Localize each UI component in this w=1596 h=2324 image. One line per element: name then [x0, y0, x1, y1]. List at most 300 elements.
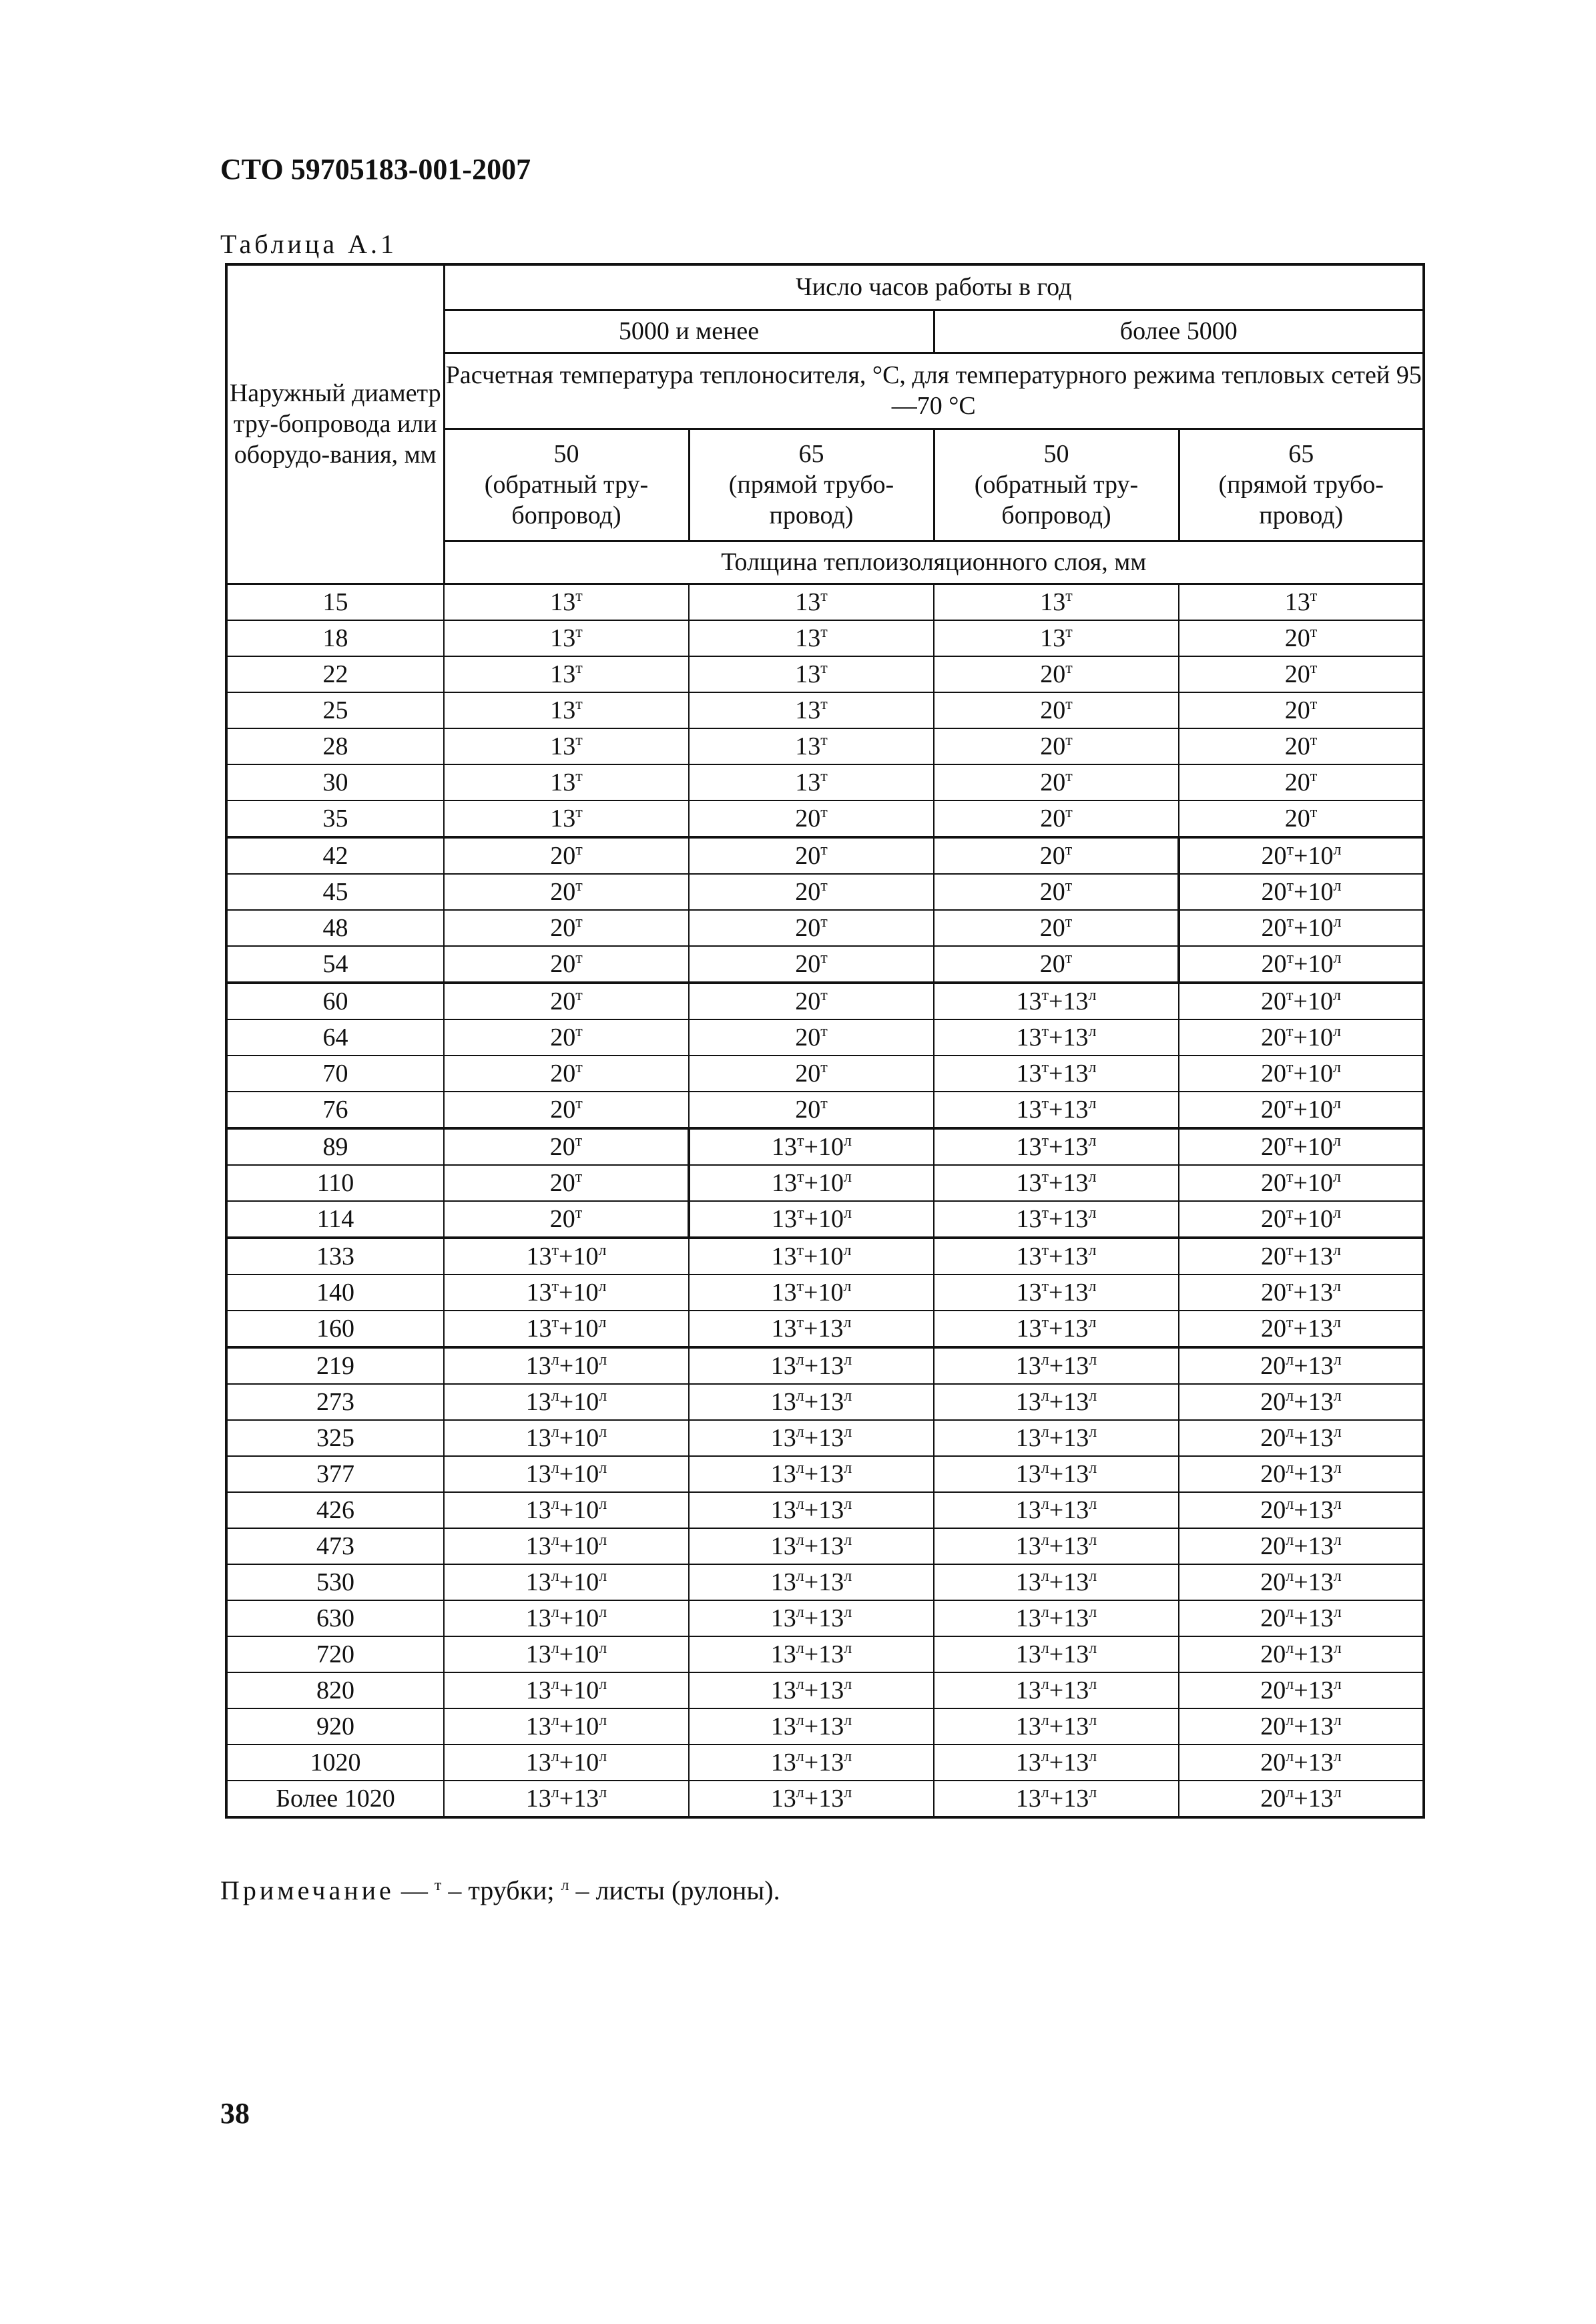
thickness-cell [934, 837, 1179, 874]
thickness-cell [1179, 692, 1424, 728]
thickness-value: $20^т$ [795, 986, 828, 1015]
diameter-cell: 325 [226, 1420, 444, 1456]
thickness-cell [689, 1528, 934, 1564]
thickness-cell [444, 620, 689, 656]
thickness-cell [444, 800, 689, 837]
diameter-cell: 426 [226, 1492, 444, 1528]
table-row [226, 728, 1424, 764]
thickness-value: $13^т$ [550, 695, 583, 724]
table-row [226, 837, 1424, 874]
thickness-value: $13^л+10^л$ [525, 1423, 607, 1452]
thickness-value: $20^т$ [1284, 695, 1318, 724]
thickness-cell [689, 1056, 934, 1092]
thickness-cell [689, 1347, 934, 1384]
table-row [226, 1708, 1424, 1745]
table-row [226, 620, 1424, 656]
thickness-cell [934, 656, 1179, 692]
thickness-cell [1179, 946, 1424, 983]
thickness-cell [934, 584, 1179, 620]
thickness-value: $13^л+13^л$ [1015, 1495, 1097, 1524]
table-row [226, 1347, 1424, 1384]
thickness-value: $13^т+13^л$ [1016, 1094, 1097, 1124]
thickness-cell [934, 692, 1179, 728]
table-row [226, 584, 1424, 620]
thickness-cell [934, 1238, 1179, 1274]
thickness-cell [444, 764, 689, 800]
thickness-value: $20^т$ [1284, 731, 1318, 760]
thickness-value: $20^т$ [795, 1058, 828, 1088]
thickness-value: $20^т$ [1040, 767, 1073, 796]
thickness-value: $13^л+13^л$ [1015, 1423, 1097, 1452]
thickness-value: $13^т+10^л$ [526, 1277, 607, 1307]
table-row [226, 1636, 1424, 1672]
thickness-cell [934, 1165, 1179, 1201]
diameter-cell: 160 [226, 1311, 444, 1347]
diameter-cell: 76 [226, 1092, 444, 1128]
thickness-value: $20^т$ [795, 1022, 828, 1052]
temperature-column-header [934, 429, 1179, 541]
thickness-cell [934, 1672, 1179, 1708]
thickness-cell [444, 910, 689, 946]
document-code: СТО 59705183-001-2007 [220, 153, 531, 186]
thickness-value: $13^л+10^л$ [525, 1459, 607, 1488]
note-sup-l: л [561, 1877, 569, 1894]
thickness-value: $13^т$ [550, 659, 583, 688]
thickness-value: $13^л+13^л$ [770, 1603, 852, 1632]
thickness-value: $13^л+13^л$ [1015, 1351, 1097, 1380]
thickness-value: $20^л+13^л$ [1260, 1423, 1342, 1452]
thickness-value: $13^т+13^л$ [1016, 1058, 1097, 1088]
thickness-value: $20^т$ [550, 986, 583, 1015]
table-row [226, 1128, 1424, 1165]
thickness-value: $20^л+13^л$ [1260, 1783, 1342, 1813]
thickness-cell [689, 728, 934, 764]
table-row [226, 1600, 1424, 1636]
thickness-cell [934, 1019, 1179, 1056]
table-caption: Таблица А.1 [220, 229, 397, 259]
thickness-cell [444, 728, 689, 764]
thickness-value: $13^л+10^л$ [525, 1711, 607, 1740]
thickness-value: $20^т+10^л$ [1261, 1094, 1341, 1124]
temperature-column-header [444, 429, 689, 541]
thickness-value: $13^л+13^л$ [770, 1495, 852, 1524]
thickness-cell [1179, 1347, 1424, 1384]
thickness-value: $20^т$ [795, 803, 828, 833]
thickness-value: $20^л+13^л$ [1260, 1351, 1342, 1380]
thickness-value: $20^т$ [1039, 841, 1073, 870]
thickness-value: $20^т$ [1284, 659, 1318, 688]
thickness-value: $13^т+13^л$ [1016, 986, 1097, 1015]
table-row [226, 1384, 1424, 1420]
thickness-value: $20^т$ [549, 1132, 583, 1161]
thickness-value: $20^т+10^л$ [1261, 986, 1341, 1015]
thickness-value: $20^т$ [1284, 623, 1318, 652]
diameter-cell: 60 [226, 983, 444, 1019]
thickness-cell [689, 1456, 934, 1492]
thickness-value: $20^т+13^л$ [1261, 1277, 1341, 1307]
thickness-cell [689, 1274, 934, 1311]
thickness-cell [1179, 1745, 1424, 1781]
thickness-cell [689, 584, 934, 620]
thickness-cell [934, 983, 1179, 1019]
temperature-column-header [689, 429, 934, 541]
thickness-cell [1179, 1456, 1424, 1492]
thickness-cell [444, 1056, 689, 1092]
thickness-value: $13^л+13^л$ [770, 1387, 852, 1416]
diameter-cell: 15 [226, 584, 444, 620]
thickness-value: $20^л+13^л$ [1260, 1387, 1342, 1416]
diameter-cell: 54 [226, 946, 444, 983]
thickness-cell [1179, 1238, 1424, 1274]
table-row [226, 1745, 1424, 1781]
thickness-value: $20^т+10^л$ [1261, 877, 1342, 906]
thickness-value: $13^л+13^л$ [770, 1639, 852, 1668]
thickness-value: $13^л+13^л$ [1015, 1531, 1097, 1560]
temperature-value: 65 [798, 440, 824, 468]
thickness-cell [1179, 1528, 1424, 1564]
thickness-value: $13^л+13^л$ [770, 1747, 852, 1777]
note-sup-t: т [434, 1877, 442, 1894]
diameter-cell: 42 [226, 837, 444, 874]
thickness-cell [444, 1564, 689, 1600]
thickness-value: $13^т$ [795, 731, 828, 760]
thickness-value: $20^т+10^л$ [1261, 1204, 1341, 1233]
thickness-cell [689, 1564, 934, 1600]
thickness-value: $13^л+13^л$ [770, 1711, 852, 1740]
thickness-cell [1179, 1420, 1424, 1456]
thickness-cell [689, 910, 934, 946]
thickness-cell [689, 1165, 934, 1201]
thickness-value: $20^л+13^л$ [1260, 1495, 1342, 1524]
thickness-value: $13^т+10^л$ [771, 1277, 852, 1307]
thickness-cell [934, 764, 1179, 800]
page-number: 38 [220, 2097, 250, 2130]
thickness-cell [689, 946, 934, 983]
thickness-header: Толщина теплоизоляционного слоя, мм [444, 541, 1424, 584]
table-row [226, 874, 1424, 910]
diameter-cell: 133 [226, 1238, 444, 1274]
thickness-cell [934, 1347, 1179, 1384]
thickness-cell [689, 1781, 934, 1817]
thickness-value: $20^т$ [1040, 731, 1073, 760]
thickness-cell [689, 1672, 934, 1708]
thickness-value: $13^л+13^л$ [770, 1351, 852, 1380]
thickness-value: $13^л+10^л$ [525, 1567, 607, 1596]
diameter-cell: 219 [226, 1347, 444, 1384]
diameter-cell: 273 [226, 1384, 444, 1420]
thickness-value: $13^л+13^л$ [770, 1423, 852, 1452]
diameter-cell: 30 [226, 764, 444, 800]
thickness-value: $13^л+13^л$ [770, 1531, 852, 1560]
thickness-value: $13^т$ [795, 767, 828, 796]
thickness-cell [444, 1347, 689, 1384]
thickness-cell [934, 1056, 1179, 1092]
diameter-cell: 35 [226, 800, 444, 837]
table-row [226, 1311, 1424, 1347]
table-row [226, 1420, 1424, 1456]
thickness-value: $20^т$ [1284, 767, 1318, 796]
thickness-cell [934, 728, 1179, 764]
thickness-cell [1179, 1092, 1424, 1128]
thickness-value: $20^т+10^л$ [1261, 1132, 1341, 1161]
diameter-cell: 48 [226, 910, 444, 946]
thickness-cell [689, 1636, 934, 1672]
thickness-value: $20^т+10^л$ [1261, 1168, 1341, 1197]
thickness-cell [444, 584, 689, 620]
thickness-cell [1179, 1564, 1424, 1600]
thickness-value: $13^т$ [795, 659, 828, 688]
thickness-cell [444, 1745, 689, 1781]
table-row [226, 656, 1424, 692]
thickness-cell [689, 1201, 934, 1238]
thickness-cell [689, 1238, 934, 1274]
thickness-value: $20^л+13^л$ [1260, 1531, 1342, 1560]
thickness-value: $20^т+10^л$ [1261, 949, 1342, 978]
thickness-cell [1179, 1274, 1424, 1311]
thickness-value: $20^т+10^л$ [1261, 1022, 1341, 1052]
diameter-cell: 18 [226, 620, 444, 656]
thickness-cell [444, 1672, 689, 1708]
thickness-value: $13^т+10^л$ [526, 1313, 607, 1343]
thickness-value: $13^т$ [1040, 623, 1073, 652]
table-row [226, 946, 1424, 983]
thickness-value: $13^т$ [1284, 587, 1318, 616]
thickness-cell [689, 1420, 934, 1456]
thickness-value: $20^т$ [550, 949, 583, 978]
table-row [226, 1564, 1424, 1600]
thickness-value: $13^т+13^л$ [1016, 1022, 1097, 1052]
thickness-value: $20^т+10^л$ [1261, 1058, 1341, 1088]
temperature-value: 50 [1043, 440, 1069, 468]
diameter-header: Наружный диаметр тру-бопровода или оборудо-вания, мм [226, 264, 444, 584]
thickness-value: $20^т$ [795, 949, 828, 978]
thickness-cell [444, 1165, 689, 1201]
diameter-cell: 630 [226, 1600, 444, 1636]
thickness-value: $13^т+13^л$ [1016, 1168, 1097, 1197]
thickness-value: $13^л+13^л$ [770, 1675, 852, 1704]
note-text-l: – листы (рулоны). [575, 1875, 780, 1905]
temperature-value: 50 [553, 440, 579, 468]
thickness-value: $13^л+13^л$ [1015, 1603, 1097, 1632]
diameter-cell: 22 [226, 656, 444, 692]
thickness-cell [689, 764, 934, 800]
thickness-value: $13^л+13^л$ [1015, 1675, 1097, 1704]
thickness-value: $20^т$ [1039, 877, 1073, 906]
thickness-value: $13^т$ [550, 803, 583, 833]
thickness-cell [444, 874, 689, 910]
thickness-cell [1179, 620, 1424, 656]
thickness-cell [934, 1492, 1179, 1528]
thickness-cell [1179, 1384, 1424, 1420]
table-row [226, 1672, 1424, 1708]
insulation-thickness-table [225, 263, 1425, 1819]
thickness-cell [689, 1600, 934, 1636]
thickness-cell [1179, 764, 1424, 800]
hours-group-header: 5000 и менее [444, 310, 934, 353]
thickness-value: $13^л+13^л$ [1015, 1459, 1097, 1488]
thickness-cell [689, 656, 934, 692]
thickness-value: $13^т+13^л$ [1016, 1313, 1097, 1343]
thickness-value: $13^т$ [795, 587, 828, 616]
diameter-cell: Более 1020 [226, 1781, 444, 1817]
thickness-value: $13^л+10^л$ [525, 1603, 607, 1632]
table-row [226, 1528, 1424, 1564]
diameter-cell: 473 [226, 1528, 444, 1564]
thickness-cell [444, 1781, 689, 1817]
thickness-cell [689, 837, 934, 874]
hours-header: Число часов работы в год [444, 264, 1424, 310]
diameter-cell: 70 [226, 1056, 444, 1092]
thickness-value: $13^л+10^л$ [525, 1639, 607, 1668]
table-body [226, 584, 1424, 1817]
thickness-cell [934, 1311, 1179, 1347]
thickness-cell [1179, 1165, 1424, 1201]
thickness-cell [689, 1128, 934, 1165]
thickness-cell [934, 946, 1179, 983]
thickness-cell [689, 800, 934, 837]
thickness-value: $13^т+13^л$ [1016, 1277, 1097, 1307]
diameter-cell: 64 [226, 1019, 444, 1056]
pipeline-type: (прямой трубо-провод) [728, 471, 894, 529]
thickness-cell [689, 1019, 934, 1056]
thickness-cell [689, 983, 934, 1019]
thickness-value: $20^т+10^л$ [1261, 913, 1342, 942]
note-label: Примечание [220, 1875, 394, 1905]
thickness-value: $20^т$ [1284, 803, 1318, 833]
thickness-cell [1179, 1492, 1424, 1528]
thickness-value: $20^т+13^л$ [1261, 1241, 1341, 1270]
pipeline-type: (прямой трубо-провод) [1218, 471, 1384, 529]
thickness-value: $20^л+13^л$ [1260, 1603, 1342, 1632]
table-row [226, 1456, 1424, 1492]
thickness-cell [934, 874, 1179, 910]
pipeline-type: (обратный тру-бопровод) [974, 471, 1139, 529]
thickness-value: $13^л+10^л$ [525, 1747, 607, 1777]
thickness-value: $20^т$ [550, 877, 583, 906]
thickness-cell [689, 1092, 934, 1128]
pipeline-type: (обратный тру-бопровод) [484, 471, 649, 529]
thickness-value: $20^т$ [1040, 803, 1073, 833]
thickness-cell [934, 1201, 1179, 1238]
thickness-cell [444, 1092, 689, 1128]
diameter-cell: 1020 [226, 1745, 444, 1781]
thickness-cell [934, 1274, 1179, 1311]
diameter-cell: 820 [226, 1672, 444, 1708]
thickness-value: $13^л+13^л$ [770, 1459, 852, 1488]
thickness-cell [689, 1745, 934, 1781]
thickness-value: $20^т+10^л$ [1261, 841, 1342, 870]
thickness-value: $13^л+13^л$ [1015, 1639, 1097, 1668]
thickness-cell [934, 1600, 1179, 1636]
thickness-cell [1179, 910, 1424, 946]
thickness-cell [1179, 584, 1424, 620]
note-text-t: – трубки; [448, 1875, 555, 1905]
thickness-value: $20^т$ [550, 841, 583, 870]
thickness-value: $13^т+10^л$ [772, 1168, 852, 1197]
thickness-value: $20^л+13^л$ [1260, 1675, 1342, 1704]
thickness-value: $13^т$ [795, 623, 828, 652]
thickness-cell [934, 1092, 1179, 1128]
thickness-cell [444, 837, 689, 874]
thickness-cell [1179, 1128, 1424, 1165]
thickness-cell [934, 1456, 1179, 1492]
table-note [220, 1875, 780, 1906]
thickness-cell [1179, 1672, 1424, 1708]
thickness-value: $13^л+13^л$ [525, 1783, 607, 1813]
thickness-cell [689, 874, 934, 910]
thickness-cell [934, 800, 1179, 837]
thickness-cell [1179, 1636, 1424, 1672]
thickness-cell [1179, 1019, 1424, 1056]
thickness-value: $20^т$ [1040, 659, 1073, 688]
thickness-value: $13^т$ [550, 731, 583, 760]
thickness-value: $13^л+10^л$ [525, 1531, 607, 1560]
thickness-cell [1179, 728, 1424, 764]
thickness-cell [1179, 1600, 1424, 1636]
thickness-value: $13^т+13^л$ [1016, 1204, 1097, 1233]
diameter-cell: 110 [226, 1165, 444, 1201]
thickness-value: $20^т$ [795, 913, 828, 942]
diameter-cell: 530 [226, 1564, 444, 1600]
thickness-cell [444, 656, 689, 692]
thickness-cell [934, 1128, 1179, 1165]
thickness-cell [934, 620, 1179, 656]
thickness-cell [934, 1528, 1179, 1564]
thickness-value: $13^т+13^л$ [1016, 1132, 1097, 1161]
thickness-value: $20^т$ [795, 877, 828, 906]
thickness-cell [444, 1128, 689, 1165]
thickness-value: $13^т+10^л$ [771, 1241, 852, 1270]
thickness-value: $20^л+13^л$ [1260, 1711, 1342, 1740]
thickness-cell [1179, 874, 1424, 910]
thickness-cell [444, 1636, 689, 1672]
diameter-cell: 28 [226, 728, 444, 764]
table-row [226, 910, 1424, 946]
thickness-value: $13^т$ [550, 623, 583, 652]
thickness-cell [934, 1781, 1179, 1817]
thickness-cell [1179, 1708, 1424, 1745]
thickness-cell [1179, 656, 1424, 692]
thickness-cell [444, 1238, 689, 1274]
thickness-value: $13^л+10^л$ [525, 1675, 607, 1704]
thickness-value: $20^т$ [549, 1168, 583, 1197]
thickness-value: $13^л+13^л$ [1015, 1567, 1097, 1596]
thickness-cell [444, 1274, 689, 1311]
thickness-value: $13^т+13^л$ [1016, 1241, 1097, 1270]
thickness-cell [1179, 1201, 1424, 1238]
thickness-value: $13^л+13^л$ [1015, 1747, 1097, 1777]
thickness-cell [1179, 1056, 1424, 1092]
diameter-cell: 140 [226, 1274, 444, 1311]
table-row [226, 1781, 1424, 1817]
thickness-cell [444, 1019, 689, 1056]
diameter-cell: 114 [226, 1201, 444, 1238]
thickness-cell [689, 1384, 934, 1420]
thickness-cell [689, 692, 934, 728]
thickness-cell [444, 1384, 689, 1420]
thickness-value: $13^т+10^л$ [772, 1204, 852, 1233]
thickness-value: $13^т$ [795, 695, 828, 724]
thickness-value: $13^т$ [550, 587, 583, 616]
thickness-value: $20^т$ [550, 913, 583, 942]
table-row [226, 800, 1424, 837]
thickness-cell [934, 1564, 1179, 1600]
table-row [226, 1019, 1424, 1056]
thickness-cell [689, 1311, 934, 1347]
temperature-column-header [1179, 429, 1424, 541]
table-row [226, 1238, 1424, 1274]
thickness-cell [1179, 1781, 1424, 1817]
